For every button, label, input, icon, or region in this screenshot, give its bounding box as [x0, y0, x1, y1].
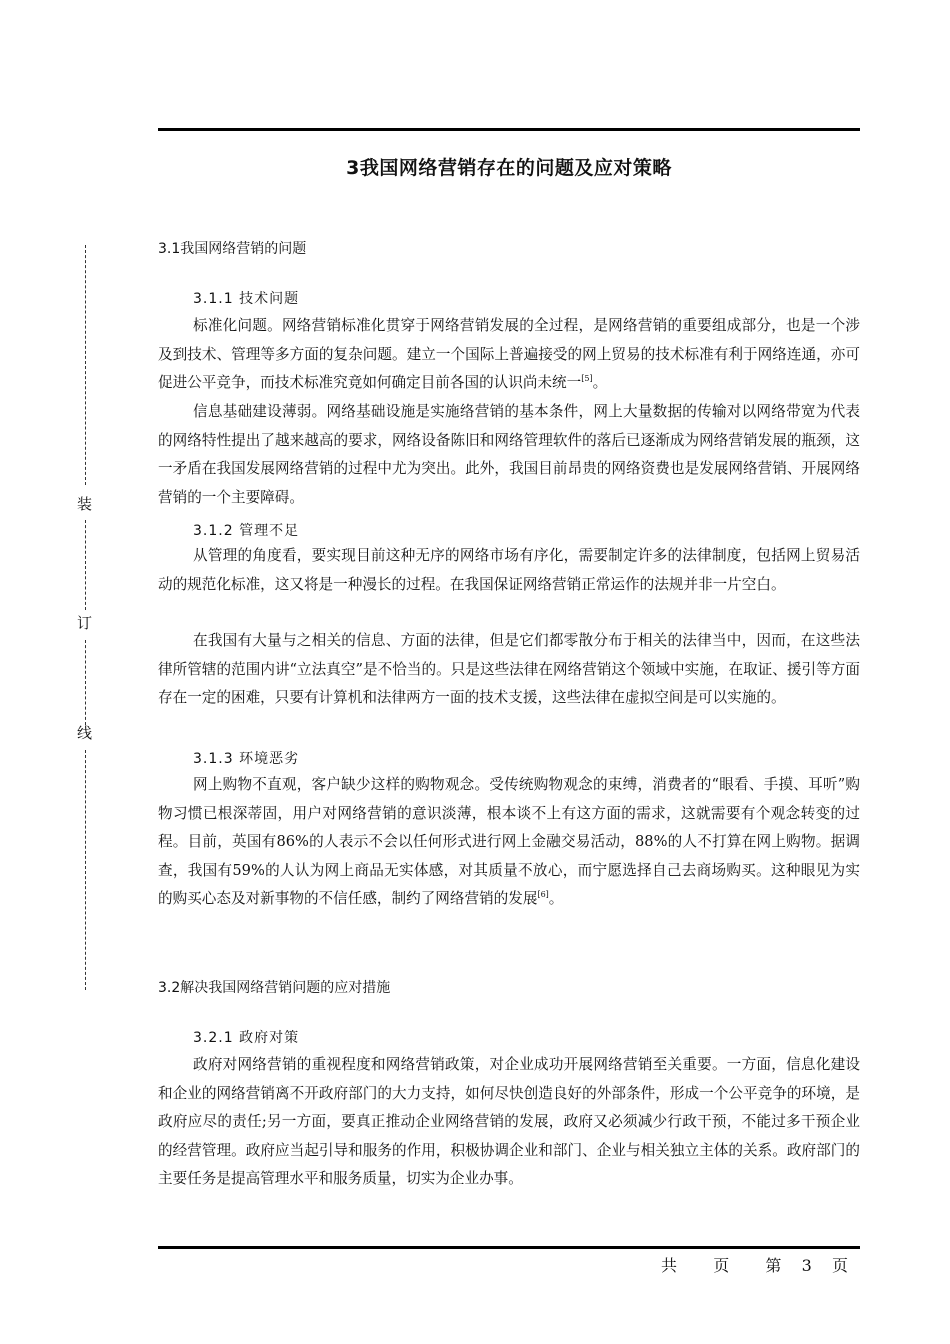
- footer-unit: 页: [831, 1256, 848, 1275]
- binding-char-zhuang: 装: [77, 495, 93, 513]
- section-heading-3-1: 3.1我国网络营销的问题: [158, 241, 307, 257]
- citation-ref: [6]: [537, 890, 549, 899]
- footer-rule: [158, 1246, 860, 1249]
- binding-dashed-line: [85, 245, 86, 485]
- binding-dashed-line: [85, 520, 86, 610]
- page-number: 3: [801, 1256, 812, 1275]
- footer-unit: 页: [713, 1256, 730, 1275]
- paragraph: 信息基础建设薄弱。网络基础设施是实施络营销的基本条件，网上大量数据的传输对以网络带宽为代表的网络特性提出了越来越高的要求，网络设备陈旧和网络管理软件的落后已逐渐成为网络营销发展的瓶颈，这一矛盾在我国发展网络营销的过程中尤为突出。此外，我国目前昂贵的网络资费也是发展网络营销、开展网络营销的一个主要障碍。: [158, 403, 860, 506]
- binding-dashed-line: [85, 640, 86, 725]
- subsection-heading-3-1-3: 3.1.3 环境恶劣: [193, 751, 300, 767]
- paragraph: 标准化问题。网络营销标准化贯穿于网络营销发展的全过程，是网络营销的重要组成部分，也是一个涉及到技术、管理等多方面的复杂问题。建立一个国际上普遍接受的网上贸易的技术标准有利于网络连通，亦可促进公平竞争，而技术标准究竟如何确定目前各国的认识尚未统一[5]。: [158, 317, 860, 391]
- paragraph: 从管理的角度看，要实现目前这种无序的网络市场有序化，需要制定许多的法律制度，包括网上贸易活动的规范化标准，这又将是一种漫长的过程。在我国保证网络营销正常运作的法规并非一片空白。: [158, 547, 860, 593]
- page-footer: [661, 1253, 848, 1276]
- subsection-heading-3-1-2: 3.1.2 管理不足: [193, 523, 300, 539]
- paragraph: 网上购物不直观，客户缺少这样的购物观念。受传统购物观念的束缚，消费者的“眼看、手摸、耳听”购物习惯已根深蒂固，用户对网络营销的意识淡薄，根本谈不上有这方面的需求，这就需要有个观念转变的过程。目前，英国有86%的人表示不会以任何形式进行网上金融交易活动，88%的人不打算在网上购物。据调查，我国有59%的人认为网上商品无实体感，对其质量不放心，而宁愿选择自己去商场购买。这种眼见为实的购买心态及对新事物的不信任感，制约了网络营销的发展[6]。: [158, 776, 860, 907]
- chapter-title: 3我国网络营销存在的问题及应对策略: [346, 157, 672, 179]
- header-rule: [158, 128, 860, 131]
- paragraph: 政府对网络营销的重视程度和网络营销政策，对企业成功开展网络营销至关重要。一方面，信息化建设和企业的网络营销离不开政府部门的大力支持，如何尽快创造良好的外部条件，形成一个公平竞争的环境，是政府应尽的责任;另一方面，要真正推动企业网络营销的发展，政府又必须减少行政干预，不能过多干预企业的经营管理。政府应当起引导和服务的作用，积极协调企业和部门、企业与相关独立主体的关系。政府部门的主要任务是提高管理水平和服务质量，切实为企业办事。: [158, 1056, 860, 1187]
- subsection-heading-3-1-1: 3.1.1 技术问题: [193, 291, 300, 307]
- citation-ref: [5]: [581, 374, 593, 383]
- footer-current-label: 第: [765, 1256, 782, 1275]
- binding-dashed-line: [85, 750, 86, 990]
- footer-total-label: 共: [661, 1256, 678, 1275]
- binding-char-xian: 线: [77, 724, 93, 742]
- subsection-heading-3-2-1: 3.2.1 政府对策: [193, 1030, 300, 1046]
- binding-char-ding: 订: [77, 614, 93, 632]
- section-heading-3-2: 3.2解决我国网络营销问题的应对措施: [158, 980, 391, 996]
- paragraph: 在我国有大量与之相关的信息、方面的法律，但是它们都零散分布于相关的法律当中，因而，在这些法律所管辖的范围内讲“立法真空”是不恰当的。只是这些法律在网络营销这个领域中实施，在取证、援引等方面存在一定的困难，只要有计算机和法律两方一面的技术支援，这些法律在虚拟空间是可以实施的。: [158, 632, 860, 706]
